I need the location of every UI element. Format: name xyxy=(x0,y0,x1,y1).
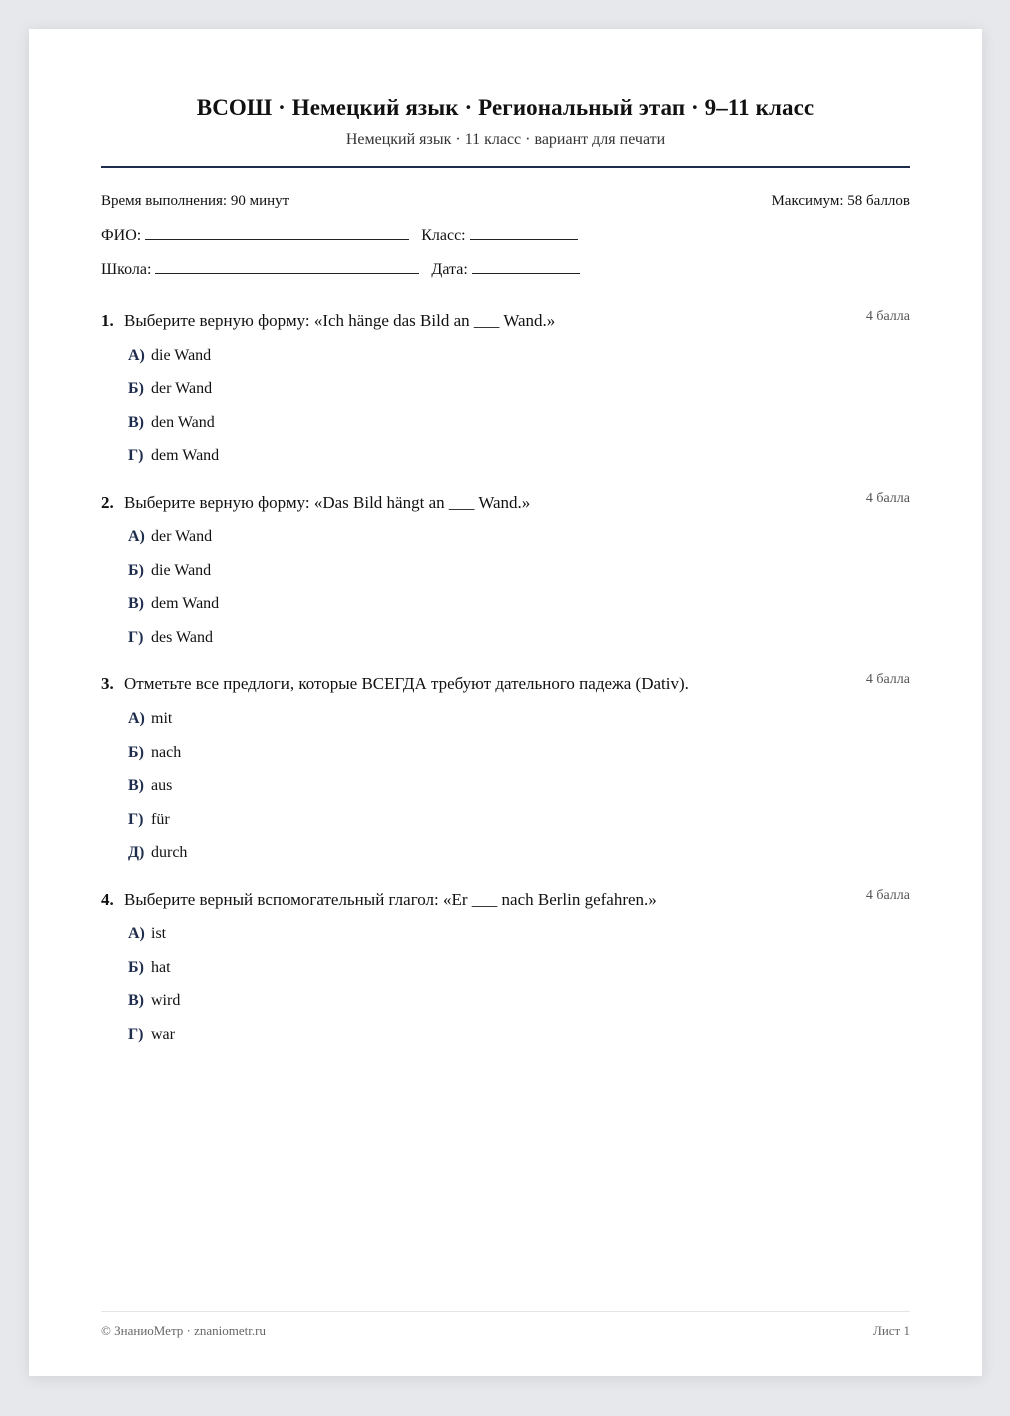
option-e[interactable] xyxy=(128,844,187,862)
sheet-content xyxy=(101,29,910,1376)
page-title: ВСОШ · Немецкий язык · Региональный этап · 9–11 класс xyxy=(196,95,815,120)
school-field[interactable] xyxy=(155,259,419,274)
option-text: hat xyxy=(151,959,171,976)
date-field[interactable] xyxy=(472,259,580,274)
option-letter: Г) xyxy=(128,629,144,646)
page-subtitle: Немецкий язык · 11 класс · вариант для печати xyxy=(345,131,666,148)
question-number: 2. xyxy=(101,493,114,512)
option-b[interactable] xyxy=(128,562,211,580)
option-a[interactable] xyxy=(128,925,166,943)
option-letter: Б) xyxy=(128,744,144,761)
option-c[interactable] xyxy=(128,414,215,432)
option-text: aus xyxy=(151,777,173,794)
question-points: 4 балла xyxy=(865,888,910,903)
option-d[interactable] xyxy=(128,811,170,829)
option-text: war xyxy=(151,1026,175,1043)
question-header xyxy=(101,311,910,335)
question-header xyxy=(101,674,910,698)
option-text: wird xyxy=(151,992,181,1009)
option-text: des Wand xyxy=(151,629,213,646)
option-c[interactable] xyxy=(128,992,180,1010)
question-1 xyxy=(101,309,910,464)
fio-label: ФИО: xyxy=(101,227,142,244)
question-header xyxy=(101,493,910,517)
question-4 xyxy=(101,888,910,1043)
option-letter: Г) xyxy=(128,811,144,828)
option-b[interactable] xyxy=(128,380,212,398)
option-letter: В) xyxy=(128,777,144,794)
option-letter: Д) xyxy=(128,844,145,861)
option-text: den Wand xyxy=(151,414,215,431)
option-a[interactable] xyxy=(128,710,172,728)
page-number: Лист 1 xyxy=(873,1323,910,1338)
option-text: die Wand xyxy=(151,347,212,364)
school-date-row xyxy=(101,259,580,279)
option-letter: А) xyxy=(128,347,145,364)
option-letter: А) xyxy=(128,710,145,727)
option-letter: Б) xyxy=(128,562,144,579)
footer-divider xyxy=(101,1311,910,1312)
option-letter: Г) xyxy=(128,1026,144,1043)
option-b[interactable] xyxy=(128,959,171,977)
question-points: 4 балла xyxy=(865,491,910,506)
option-letter: В) xyxy=(128,595,144,612)
option-letter: В) xyxy=(128,992,144,1009)
question-3 xyxy=(101,672,910,861)
question-2 xyxy=(101,491,910,646)
max-score: Максимум: 58 баллов xyxy=(771,193,910,209)
question-text: Выберите верную форму: «Ich hänge das Bild an ___ Wand.» xyxy=(124,311,556,330)
option-c[interactable] xyxy=(128,777,172,795)
option-letter: В) xyxy=(128,414,144,431)
option-text: die Wand xyxy=(151,562,212,579)
option-d[interactable] xyxy=(128,629,213,647)
question-number: 3. xyxy=(101,674,114,693)
question-points: 4 балла xyxy=(865,309,910,324)
school-label: Школа: xyxy=(101,261,152,278)
option-text: der Wand xyxy=(151,528,213,545)
question-text: Выберите верный вспомогательный глагол: «Er ___ nach Berlin gefahren.» xyxy=(124,890,657,909)
option-text: der Wand xyxy=(151,380,213,397)
option-a[interactable] xyxy=(128,347,211,365)
question-header xyxy=(101,890,910,914)
class-label: Класс: xyxy=(421,227,466,244)
option-b[interactable] xyxy=(128,744,181,762)
exam-meta xyxy=(101,193,910,210)
page-footer xyxy=(101,1323,910,1339)
option-text: dem Wand xyxy=(151,447,220,464)
question-text: Отметьте все предлоги, которые ВСЕГДА требуют дательного падежа (Dativ). xyxy=(124,674,689,693)
option-text: durch xyxy=(151,844,188,861)
date-label: Дата: xyxy=(431,261,468,278)
option-d[interactable] xyxy=(128,447,219,465)
exam-sheet xyxy=(29,29,982,1376)
fio-field[interactable] xyxy=(145,225,409,240)
option-letter: А) xyxy=(128,528,145,545)
question-number: 1. xyxy=(101,311,114,330)
question-number: 4. xyxy=(101,890,114,909)
option-letter: Б) xyxy=(128,959,144,976)
footer-copyright: © ЗнаниоМетр · znaniometr.ru xyxy=(101,1323,266,1338)
option-letter: А) xyxy=(128,925,145,942)
fio-class-row xyxy=(101,225,578,245)
option-c[interactable] xyxy=(128,595,219,613)
option-text: ist xyxy=(151,925,167,942)
option-letter: Б) xyxy=(128,380,144,397)
option-text: für xyxy=(151,811,170,828)
option-text: mit xyxy=(151,710,173,727)
option-letter: Г) xyxy=(128,447,144,464)
option-text: dem Wand xyxy=(151,595,220,612)
question-points: 4 балла xyxy=(865,672,910,687)
option-text: nach xyxy=(151,744,182,761)
option-a[interactable] xyxy=(128,528,212,546)
class-field[interactable] xyxy=(470,225,578,240)
question-text: Выберите верную форму: «Das Bild hängt an ___ Wand.» xyxy=(124,493,531,512)
time-limit: Время выполнения: 90 минут xyxy=(101,193,290,209)
option-d[interactable] xyxy=(128,1026,175,1044)
header-divider xyxy=(101,166,910,168)
